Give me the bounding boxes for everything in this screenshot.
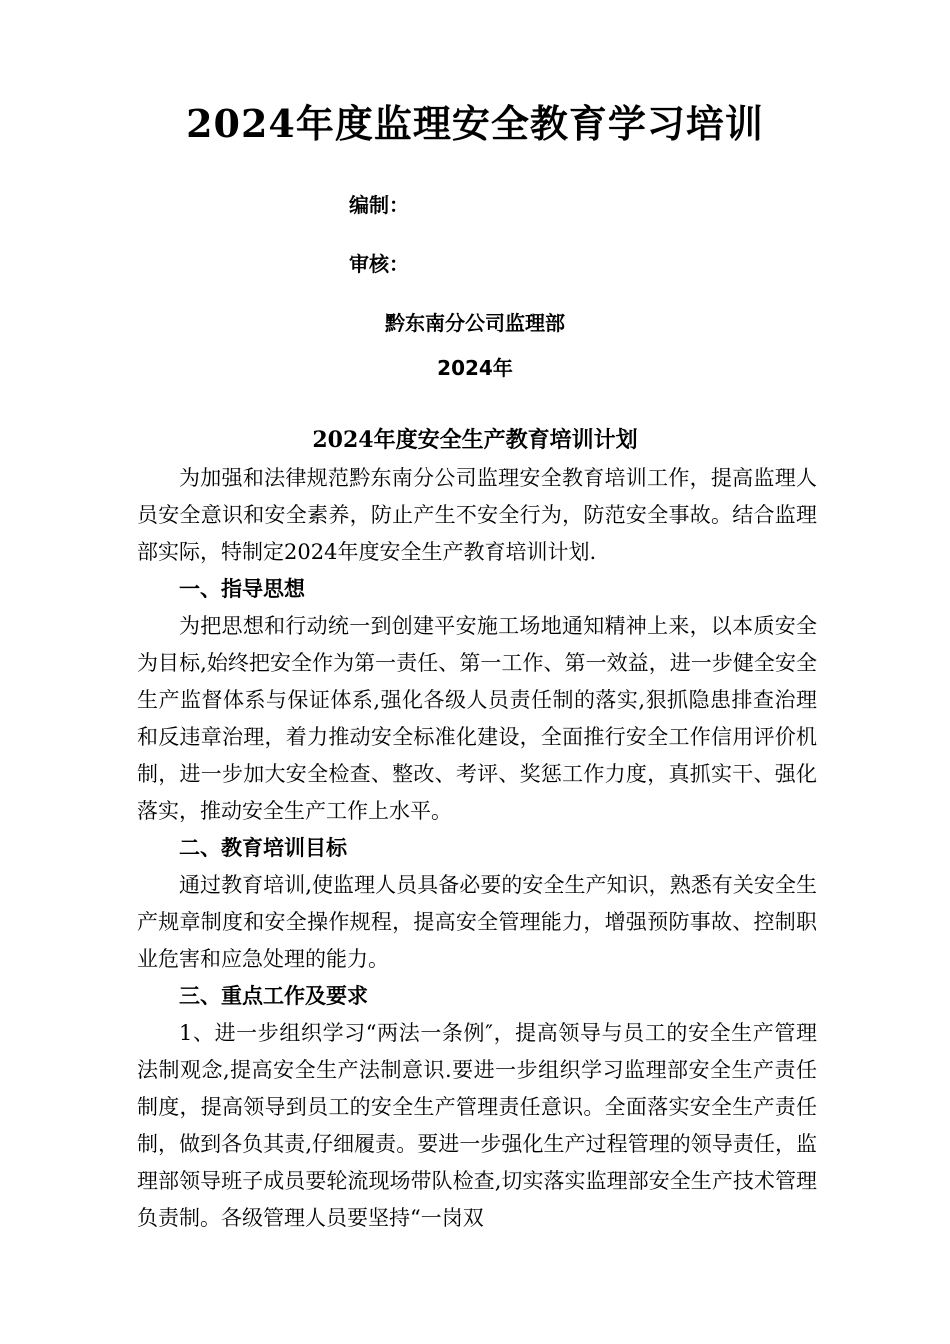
plan-title: 2024年度安全生产教育培训计划 xyxy=(312,427,638,453)
section-text-training-goals: 通过教育培训,使监理人员具备必要的安全生产知识，熟悉有关安全生产规章制度和安全操作规程，提高安全管理能力，增强预防事故、控制职业危害和应急处理的能力。 xyxy=(137,873,817,971)
section-heading-training-goals: 二、教育培训目标 xyxy=(179,836,347,860)
plan-body xyxy=(137,460,817,1237)
document-year: 2024年 xyxy=(437,356,513,380)
section-text-guiding-ideology: 为把思想和行动统一到创建平安施工场地通知精神上来，以本质安全为目标,始终把安全作为第一责任、第一工作、第一效益，进一步健全安全生产监督体系与保证体系,强化各级人员责任制的落实,狠抓隐患排查治理和反违章治理，着力推动安全标准化建设，全面推行安全工作信用评价机制，进一步加大安全检查、整改、考评、奖惩工作力度，真抓实干、强化落实，推动安全生产工作上水平。 xyxy=(137,614,817,823)
plan-intro-paragraph: 为加强和法律规范黔东南分公司监理安全教育培训工作，提高监理人员安全意识和安全素养，防止产生不安全行为，防范安全事故。结合监理部实际，特制定2024年度安全生产教育培训计划. xyxy=(137,466,817,564)
compiled-by-label: 编制： xyxy=(349,193,409,217)
organization-name: 黔东南分公司监理部 xyxy=(385,311,565,335)
section-heading-guiding-ideology: 一、指导思想 xyxy=(179,577,305,601)
reviewed-by-label: 审核： xyxy=(349,252,409,276)
document-title: 2024年度监理安全教育学习培训 xyxy=(186,101,764,146)
section-heading-key-work: 三、重点工作及要求 xyxy=(179,984,368,1008)
section-text-key-work: 1、进一步组织学习“两法一条例″，提高领导与员工的安全生产管理法制观念,提高安全生产法制意识.要进一步组织学习监理部安全生产责任制度，提高领导到员工的安全生产管理责任意识。全面落实安全生产责任制，做到各负其责,仔细履责。要进一步强化生产过程管理的领导责任，监理部领导班子成员要轮流现场带队检查,切实落实监理部安全生产技术管理负责制。各级管理人员要坚持“一岗双 xyxy=(137,1021,817,1230)
